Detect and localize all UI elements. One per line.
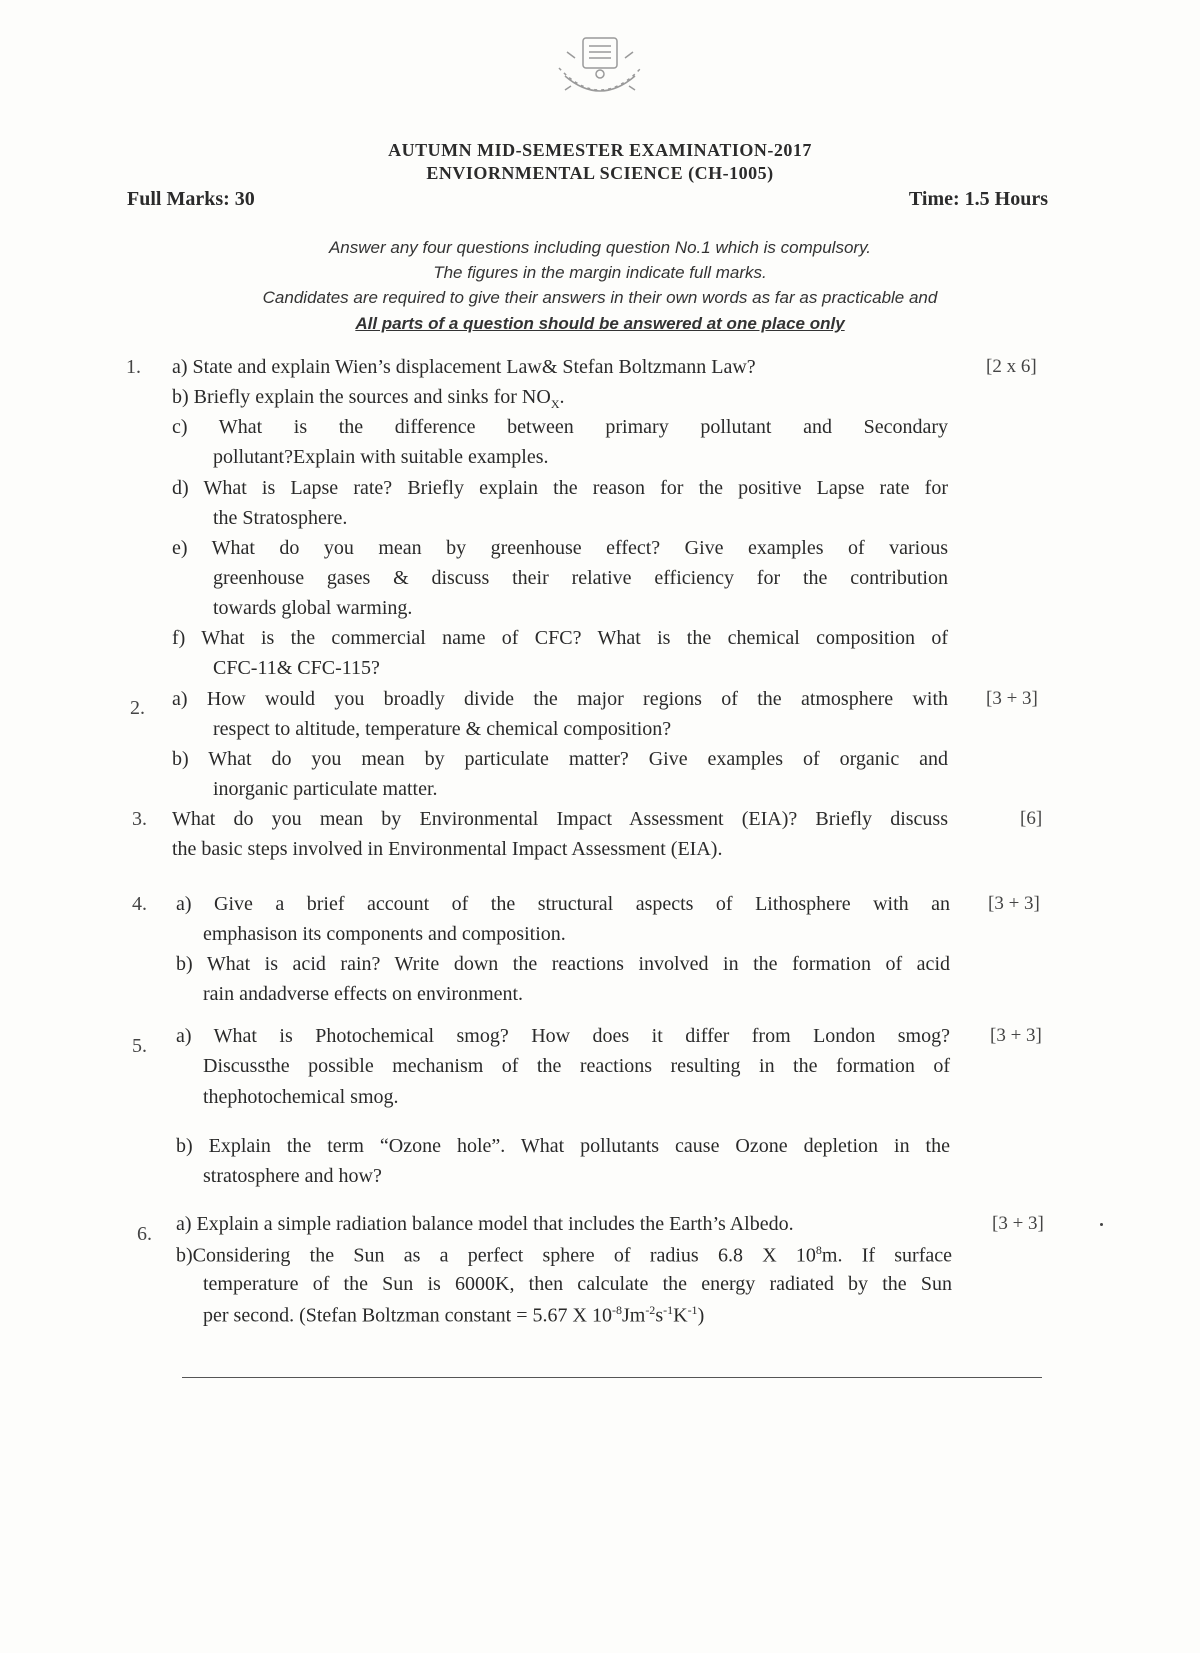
instruction-line-emphasis: All parts of a question should be answered at one place only bbox=[355, 314, 845, 333]
question-text: stratosphere and how? bbox=[203, 1165, 382, 1187]
question-text: c) What is the difference between primary pollutant and Secondary bbox=[172, 416, 948, 438]
question-marks: [3 + 3] bbox=[988, 893, 1040, 914]
question-text: CFC-11& CFC-115? bbox=[213, 657, 380, 679]
question-text: d) What is Lapse rate? Briefly explain the reason for the positive Lapse rate for bbox=[172, 477, 948, 499]
question-text: a) Give a brief account of the structural aspects of Lithosphere with an bbox=[176, 893, 950, 915]
question-text: rain andadverse effects on environment. bbox=[203, 983, 524, 1005]
question-text: f) What is the commercial name of CFC? What is the chemical composition of bbox=[172, 627, 948, 649]
question-text: b) What is acid rain? Write down the reactions involved in the formation of acid bbox=[176, 953, 950, 975]
question-marks: [3 + 3] bbox=[992, 1213, 1044, 1234]
question-text: emphasison its components and composition. bbox=[203, 923, 566, 945]
question-text: b) Briefly explain the sources and sinks for $NO_X$. bbox=[172, 386, 565, 411]
question-text: a) How would you broadly divide the major regions of the atmosphere with bbox=[172, 688, 948, 710]
question-text: b)Considering the Sun as a perfect sphere of radius 6.8 X $10^8m$. If surface bbox=[176, 1243, 952, 1267]
question-number: 2. bbox=[130, 697, 145, 719]
question-number: 1. bbox=[126, 356, 141, 378]
question-text: b) Explain the term “Ozone hole”. What pollutants cause Ozone depletion in the bbox=[176, 1135, 950, 1157]
question-text: pollutant?Explain with suitable examples. bbox=[213, 446, 549, 468]
question-text: greenhouse gases & discuss their relative efficiency for the contribution bbox=[213, 567, 948, 589]
course-title: ENVIORNMENTAL SCIENCE (CH-1005) bbox=[426, 163, 774, 183]
question-number: 5. bbox=[132, 1035, 147, 1057]
question-number: 4. bbox=[132, 893, 147, 915]
question-text: the basic steps involved in Environmental Impact Assessment (EIA). bbox=[172, 838, 723, 860]
question-text: per second. (Stefan Boltzman constant = 5.67 X $10^{-8}Jm^{-2}s^{-1}K^{-1}$) bbox=[203, 1303, 705, 1327]
question-number: 6. bbox=[137, 1223, 152, 1245]
question-marks: [3 + 3] bbox=[990, 1025, 1042, 1046]
question-marks: [6] bbox=[1020, 808, 1043, 829]
instruction-line: Candidates are required to give their answers in their own words as far as practicable and bbox=[262, 288, 938, 307]
question-text: e) What do you mean by greenhouse effect? Give examples of various bbox=[172, 537, 948, 559]
question-marks: [3 + 3] bbox=[986, 688, 1038, 709]
question-text: What do you mean by Environmental Impact Assessment (EIA)? Briefly discuss bbox=[172, 808, 948, 830]
question-text: inorganic particulate matter. bbox=[213, 778, 438, 800]
question-text: respect to altitude, temperature & chemical composition? bbox=[213, 718, 672, 740]
question-text: b) What do you mean by particulate matter? Give examples of organic and bbox=[172, 748, 948, 770]
exam-title: AUTUMN MID-SEMESTER EXAMINATION-2017 bbox=[388, 140, 812, 160]
instruction-line: The figures in the margin indicate full marks. bbox=[433, 263, 767, 282]
question-text: thephotochemical smog. bbox=[203, 1086, 399, 1108]
question-text: temperature of the Sun is 6000K, then calculate the energy radiated by the Sun bbox=[203, 1273, 952, 1295]
exam-time: Time: 1.5 Hours bbox=[908, 188, 1048, 210]
scan-speck bbox=[1100, 1223, 1103, 1226]
end-divider bbox=[182, 1377, 1042, 1378]
instruction-line: Answer any four questions including question No.1 which is compulsory. bbox=[328, 238, 872, 257]
university-logo bbox=[545, 28, 655, 118]
question-text: a) What is Photochemical smog? How does it differ from London smog? bbox=[176, 1025, 950, 1047]
question-text: Discussthe possible mechanism of the reactions resulting in the formation of bbox=[203, 1055, 950, 1077]
question-text: the Stratosphere. bbox=[213, 507, 348, 529]
question-text: towards global warming. bbox=[213, 597, 413, 619]
question-marks: [2 x 6] bbox=[986, 356, 1037, 377]
question-text: a) State and explain Wien’s displacement Law& Stefan Boltzmann Law? bbox=[172, 356, 756, 378]
question-number: 3. bbox=[132, 808, 147, 830]
question-text: a) Explain a simple radiation balance model that includes the Earth’s Albedo. bbox=[176, 1213, 794, 1235]
full-marks: Full Marks: 30 bbox=[127, 188, 255, 210]
